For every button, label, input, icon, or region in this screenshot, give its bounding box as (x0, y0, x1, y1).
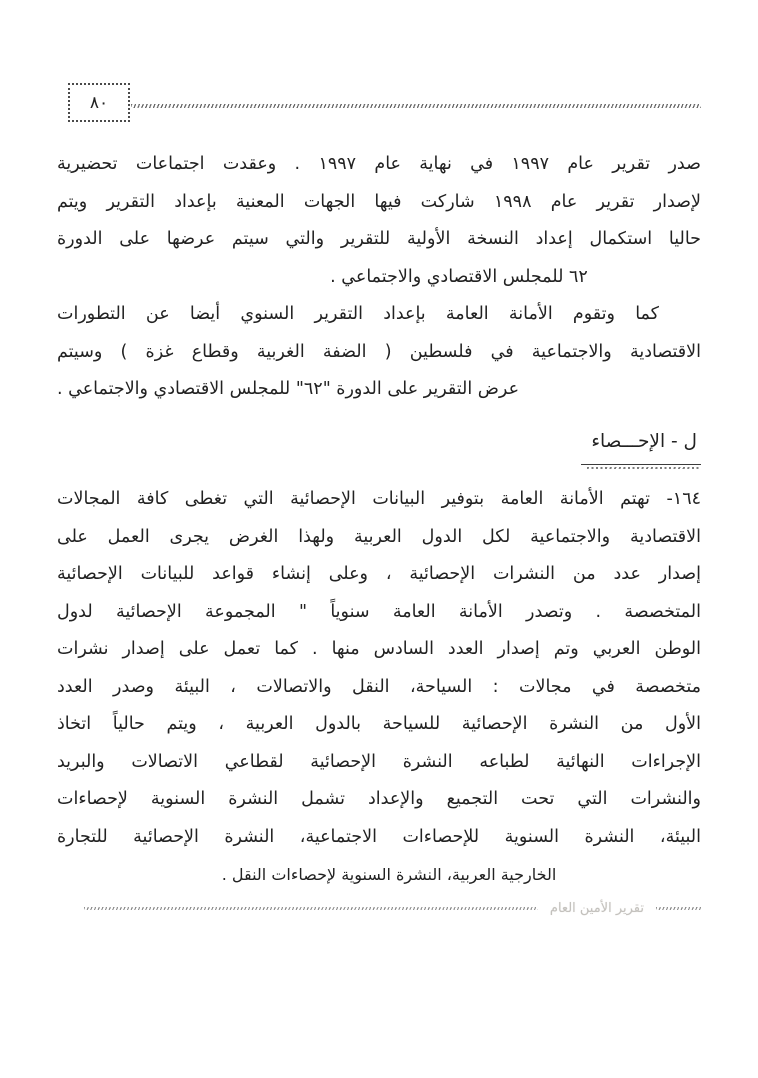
section-heading-row (57, 423, 701, 466)
text-line: والنشرات التي تحت التجميع والإعداد تشمل النشرة السنوية لإحصاءات (57, 789, 701, 809)
text-line: عرض التقرير على الدورة "٦٢" للمجلس الاقتصادي والاجتماعي . (57, 379, 520, 399)
text-line: كما وتقوم الأمانة العامة بإعداد التقرير السنوي أيضا عن التطورات (57, 304, 659, 324)
footer-note: تقرير الأمين العام (549, 901, 644, 916)
paragraph-2 (57, 296, 701, 409)
section-heading: ل - الإحـــصاء (581, 423, 701, 466)
text-line: لإصدار تقرير عام ١٩٩٨ شاركت فيها الجهات المعنية بإعداد التقرير ويتم (57, 191, 702, 212)
text-line: البيئة، النشرة السنوية للإحصاءات الاجتماعية، النشرة الإحصائية للتجارة (57, 826, 701, 847)
paragraph-1 (57, 146, 701, 296)
paragraph-164 (57, 481, 701, 894)
text-line: الاقتصادية والاجتماعية في فلسطين ( الضفة الغربية وقطاع غزة ) وسيتم (57, 341, 701, 362)
text-line: المتخصصة . وتصدر الأمانة العامة سنوياً " المجموعة الإحصائية لدول (57, 601, 701, 622)
text-line: متخصصة في مجالات : السياحة، النقل والاتصالات ، البيئة وصدر العدد (57, 676, 701, 697)
text-line: الإجراءات النهائية لطباعه النشرة الإحصائية لقطاعي الاتصالات والبريد (57, 751, 701, 772)
text-line: حاليا استكمال إعداد النسخة الأولية للتقرير والتي سيتم عرضها على الدورة (57, 229, 701, 249)
text-line: ١٦٤- تهتم الأمانة العامة بتوفير البيانات الإحصائية التي تغطى كافة المجالات (57, 489, 701, 509)
text-line: الاقتصادية والاجتماعية لكل الدول العربية ولهذا الغرض يجرى العمل على (57, 526, 701, 547)
text-line: الأول من النشرة الإحصائية للسياحة بالدول العربية ، ويتم حالياً اتخاذ (57, 714, 701, 734)
footer-divider (84, 907, 538, 911)
text-line: الخارجية العربية، النشرة السنوية لإحصاءات النقل . (221, 865, 557, 884)
top-divider (131, 104, 701, 108)
page-number-box (68, 83, 130, 122)
text-line: إصدار عدد من النشرات الإحصائية ، وعلى إنشاء قواعد للبيانات الإحصائية (57, 564, 701, 584)
text-line: الوطن العربي وتم إصدار العدد السادس منها . كما تعمل على إصدار نشرات (57, 639, 701, 659)
text-line: ٦٢ للمجلس الاقتصادي والاجتماعي . (330, 266, 588, 287)
page-number: ٨٠ (89, 92, 109, 113)
text-line: صدر تقرير عام ١٩٩٧ في نهاية عام ١٩٩٧ . وعقدت اجتماعات تحضيرية (57, 154, 701, 174)
page-footer (84, 901, 702, 916)
footer-divider-short (656, 907, 702, 911)
page-body (57, 146, 701, 894)
